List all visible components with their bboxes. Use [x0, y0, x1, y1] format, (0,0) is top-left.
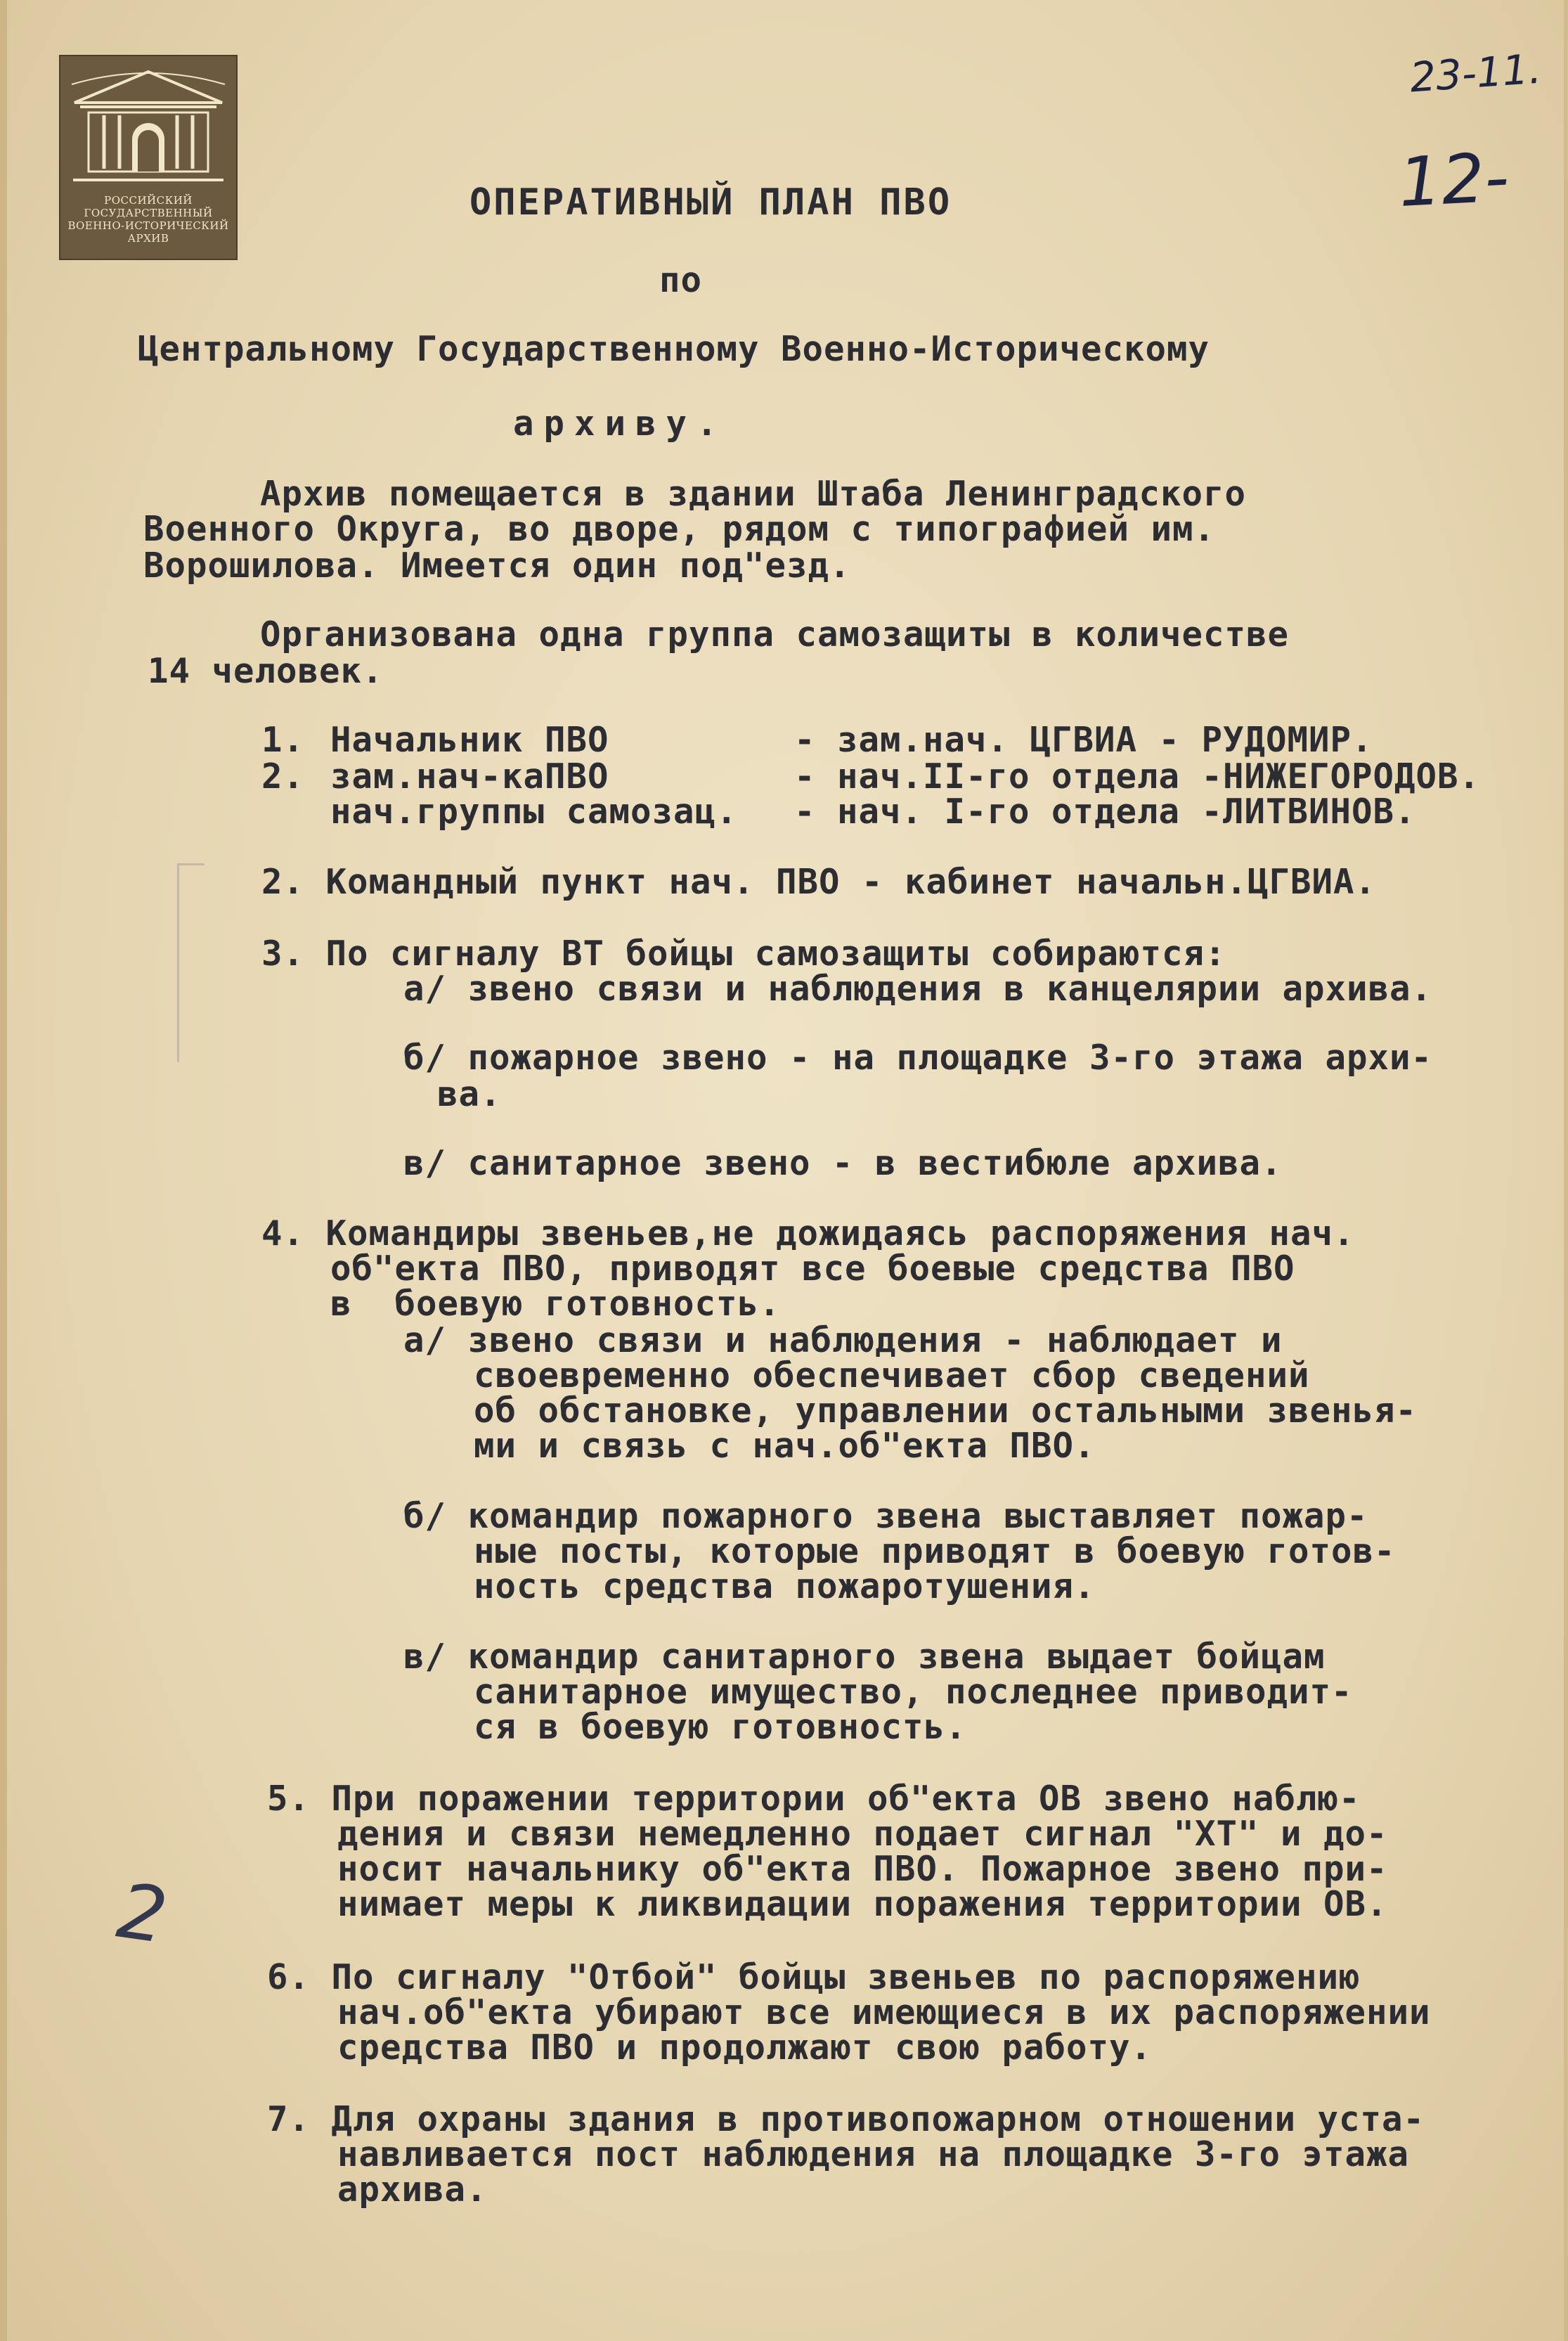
item-4-a-cont: ми и связь с нач.об"екта ПВО.	[474, 1426, 1096, 1466]
staff-role: зам.нач-каПВО	[330, 756, 609, 797]
item-4-a-cont: своевременно обеспечивает сбор сведений	[474, 1355, 1310, 1395]
item-4-a-cont: об обстановке, управлении остальными звенья-	[474, 1391, 1418, 1431]
item-4-line: в боевую готовность.	[330, 1284, 781, 1324]
staff-number: 1.	[261, 720, 305, 760]
item-4-c-cont: санитарное имущество, последнее приводит-	[474, 1672, 1353, 1712]
document-title: ОПЕРАТИВНЫЙ ПЛАН ПВО	[469, 181, 952, 224]
item-7-line: навливается пост наблюдения на площадке 3-го этажа	[337, 2134, 1410, 2174]
item-5-line: дения и связи немедленно подает сигнал "ХТ" и до-	[337, 1814, 1388, 1854]
handwritten-page-number: 12-	[1397, 137, 1511, 223]
item-6-line: нач.об"екта убирают все имеющиеся в их распоряжении	[337, 1992, 1431, 2032]
staff-assignee: - нач.II-го отдела -НИЖЕГОРОДОВ.	[794, 756, 1481, 797]
item-3-b-cont: ва.	[437, 1074, 502, 1114]
heading-preposition: по	[659, 260, 703, 300]
intro-line: Архив помещается в здании Штаба Ленинградского	[260, 474, 1247, 514]
item-4-c-cont: ся в боевую готовность.	[474, 1707, 967, 1747]
item-4-c: в/ командир санитарного звена выдает бойцам	[403, 1637, 1326, 1677]
staff-role: нач.группы самозац.	[330, 792, 738, 832]
staff-number: 2.	[261, 756, 305, 797]
item-4-line: 4. Командиры звеньев,не дожидаясь распоряжения нач.	[261, 1213, 1355, 1253]
staff-assignee: - нач. I-го отдела -ЛИТВИНОВ.	[794, 792, 1416, 832]
item-3-b: б/ пожарное звено - на площадке 3-го этажа архи-	[403, 1038, 1433, 1078]
item-5-line: 5. При поражении территории об"екта ОВ звено наблю-	[267, 1779, 1361, 1819]
item-4-b-cont: ные посты, которые приводят в боевую готов-	[474, 1531, 1396, 1571]
heading-archive: архиву.	[513, 404, 727, 444]
handwritten-margin-number: 2	[112, 1866, 173, 1961]
item-4-a: а/ звено связи и наблюдения - наблюдает и	[403, 1320, 1283, 1360]
staff-assignee: - зам.нач. ЦГВИА - РУДОМИР.	[794, 720, 1373, 760]
item-4-line: об"екта ПВО, приводят все боевые средства ПВО	[330, 1249, 1295, 1289]
item-3-heading: 3. По сигналу ВТ бойцы самозащиты собираются:	[261, 934, 1226, 974]
pencil-margin-bracket	[177, 863, 205, 1062]
item-4-b: б/ командир пожарного звена выставляет пожар-	[403, 1496, 1368, 1536]
staff-role: Начальник ПВО	[330, 720, 609, 760]
item-3-a: а/ звено связи и наблюдения в канцелярии архива.	[403, 969, 1433, 1009]
group-line: 14 человек.	[148, 651, 384, 691]
item-5-line: нимает меры к ликвидации поражения территории ОВ.	[337, 1884, 1388, 1924]
heading-institution: Центральному Государственному Военно-Историческому	[138, 329, 1210, 369]
item-6-line: средства ПВО и продолжают свою работу.	[337, 2027, 1153, 2068]
intro-line: Военного Округа, во дворе, рядом с типографией им.	[143, 509, 1216, 549]
archive-logo-text: РОССИЙСКИЙ ГОСУДАРСТВЕННЫЙ ВОЕННО-ИСТОРИЧЕСКИЙ АРХИВ	[67, 194, 229, 245]
item-7-line: архива.	[337, 2169, 488, 2210]
item-6-line: 6. По сигналу "Отбой" бойцы звеньев по распоряжению	[267, 1957, 1361, 1997]
intro-line: Ворошилова. Имеется один под"езд.	[143, 546, 851, 586]
item-3-c: в/ санитарное звено - в вестибюле архива.	[403, 1143, 1283, 1183]
item-2: 2. Командный пункт нач. ПВО - кабинет начальн.ЦГВИА.	[261, 862, 1377, 902]
handwritten-date: 23-11.	[1408, 44, 1543, 102]
item-5-line: носит начальнику об"екта ПВО. Пожарное звено при-	[337, 1849, 1388, 1889]
group-line: Организована одна группа самозащиты в количестве	[260, 614, 1290, 654]
item-4-b-cont: ность средства пожаротушения.	[474, 1566, 1096, 1606]
item-7-line: 7. Для охраны здания в противопожарном отношении уста-	[267, 2099, 1425, 2139]
archive-logo	[59, 55, 238, 260]
